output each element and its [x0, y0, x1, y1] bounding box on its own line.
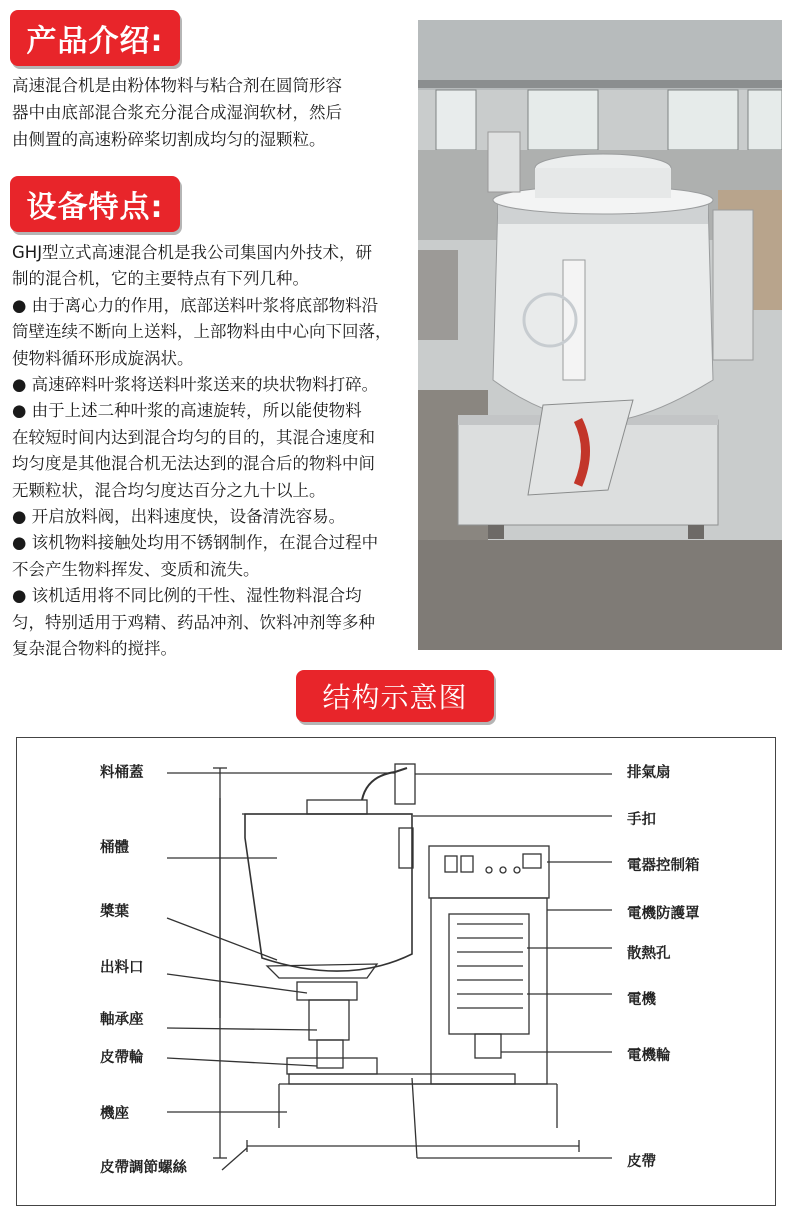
feature-line: ● 开启放料阀，出料速度快，设备清洗容易。	[12, 507, 346, 527]
feature-line: 不会产生物料挥发、变质和流失。	[12, 559, 260, 579]
feature-line: 匀，特别适用于鸡精、药品冲剂、饮料冲剂等多种	[12, 612, 375, 632]
label-control-box: 電器控制箱	[627, 858, 700, 874]
label-belt-adjust-screw: 皮帶調節螺絲	[100, 1160, 187, 1176]
feature-line: 复杂混合物料的搅拌。	[12, 639, 177, 659]
label-bucket-body: 桶體	[100, 840, 129, 856]
intro-line: 高速混合机是由粉体物料与粘合剂在圆筒形容	[12, 76, 342, 95]
intro-line: 器中由底部混合浆充分混合成湿润软材，然后	[12, 103, 342, 122]
feature-line: 无颗粒状，混合均匀度达百分之九十以上。	[12, 480, 326, 500]
feature-line: 制的混合机，它的主要特点有下列几种。	[12, 269, 309, 289]
label-outlet: 出料口	[100, 960, 144, 976]
label-vent-holes: 散熱孔	[627, 946, 671, 962]
label-belt: 皮帶	[627, 1154, 656, 1170]
intro-section-title: 产品介绍:	[10, 10, 180, 66]
label-motor-guard: 電機防護罩	[627, 906, 700, 922]
intro-line: 由侧置的高速粉碎桨切割成均匀的湿颗粒。	[12, 130, 326, 149]
feature-line: GHJ型立式高速混合机是我公司集国内外技术，研	[12, 243, 373, 262]
feature-line: ● 该机物料接触处均用不锈钢制作，在混合过程中	[12, 533, 379, 553]
features-list	[12, 240, 412, 663]
feature-line: ● 该机适用将不同比例的干性、湿性物料混合均	[12, 586, 362, 606]
feature-line: 筒壁连续不断向上送料，上部物料由中心向下回落，	[12, 322, 392, 342]
feature-line: 均匀度是其他混合机无法达到的混合后的物料中间	[12, 454, 375, 474]
product-photo	[418, 20, 782, 650]
label-machine-base: 機座	[100, 1106, 129, 1122]
features-section-title: 设备特点:	[10, 176, 180, 232]
feature-line: ● 由于离心力的作用，底部送料叶浆将底部物料沿	[12, 295, 379, 315]
label-paddle: 槳葉	[100, 904, 129, 920]
feature-line: 使物料循环形成旋涡状。	[12, 348, 194, 368]
feature-line: 在较短时间内达到混合均匀的目的，其混合速度和	[12, 427, 375, 447]
label-belt-pulley: 皮帶輪	[100, 1050, 144, 1066]
diagram-section-title: 结构示意图	[296, 670, 494, 722]
label-motor-pulley: 電機輪	[627, 1048, 671, 1064]
intro-paragraph	[12, 72, 410, 153]
feature-line: ● 由于上述二种叶浆的高速旋转，所以能使物料	[12, 401, 362, 421]
label-bucket-lid: 料桶蓋	[100, 765, 144, 781]
label-motor: 電機	[627, 992, 656, 1008]
label-exhaust-fan: 排氣扇	[627, 765, 671, 781]
label-handle: 手扣	[627, 812, 656, 828]
structure-diagram	[16, 737, 776, 1206]
mixer-machine-illustration	[418, 20, 782, 650]
label-bearing-seat: 軸承座	[100, 1012, 144, 1028]
feature-line: ● 高速碎料叶浆将送料叶浆送来的块状物料打碎。	[12, 375, 379, 395]
